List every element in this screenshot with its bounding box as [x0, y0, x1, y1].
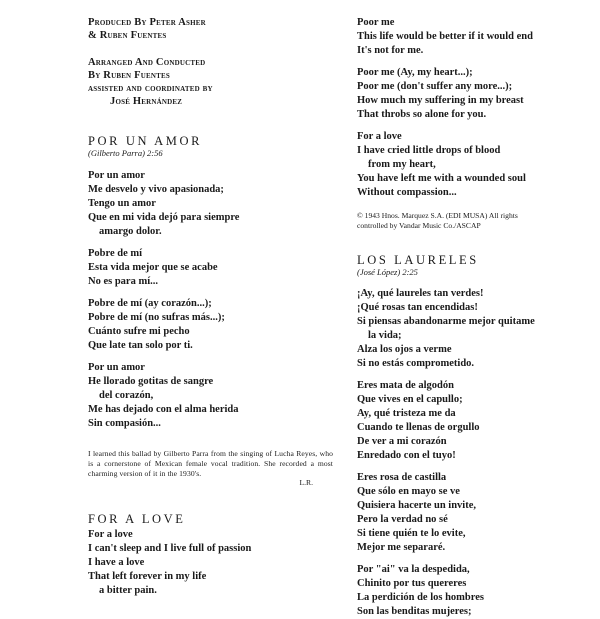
song-title-por-un-amor: POR UN AMOR — [88, 134, 203, 148]
lyric-line: Pobre de mí — [88, 248, 143, 259]
lyric-line: Por un amor — [88, 170, 145, 181]
lyric-line: La perdición de los hombres — [357, 592, 484, 603]
lyric-line: That left forever in my life — [88, 571, 207, 583]
lyric-line: Ay, qué tristeza me da — [357, 408, 456, 419]
lyric-line: Enredado con el tuyo! — [357, 450, 456, 461]
lyric-stanza — [357, 379, 589, 463]
lyric-line: How much my suffering in my breast — [357, 95, 524, 106]
liner-note-signature: L.R. — [299, 478, 313, 488]
lyric-line: Tengo un amor — [88, 198, 156, 209]
lyric-stanza — [88, 297, 333, 353]
lyric-stanza — [88, 528, 333, 598]
lyric-line: Que sólo en mayo se ve — [357, 486, 460, 497]
lyric-stanza — [357, 130, 589, 200]
lyric-line: Si tiene quién te lo evite, — [357, 528, 466, 539]
lyric-stanza — [88, 169, 333, 239]
produced-credit — [88, 16, 333, 42]
lyric-line: I have a love — [88, 557, 145, 569]
lyric-stanza — [88, 247, 333, 289]
lyric-line: For a love — [88, 529, 133, 541]
credit-line: José Hernández — [110, 96, 183, 107]
lyric-line: Without compassion... — [357, 187, 457, 198]
lyric-line: Cuando te llenas de orgullo — [357, 422, 480, 433]
left-column — [88, 0, 333, 598]
copyright-notice — [357, 211, 589, 231]
credit-line: Arranged And Conducted — [88, 57, 206, 68]
lyric-line: la vida; — [368, 330, 402, 341]
song-meta: (José López) 2:25 — [357, 267, 418, 277]
lyric-line: Chinito por tus quereres — [357, 578, 467, 589]
lyric-stanza — [357, 563, 589, 619]
lyric-stanza — [357, 16, 589, 58]
lyric-line: Me desvelo y vivo apasionada; — [88, 184, 224, 195]
lyric-stanza — [357, 66, 589, 122]
right-column — [357, 0, 589, 619]
lyric-line: ¡Ay, qué laureles tan verdes! — [357, 288, 484, 299]
lyric-line: You have left me with a wounded soul — [357, 173, 526, 184]
lyric-line: Eres rosa de castilla — [357, 472, 447, 483]
lyric-line: from my heart, — [368, 159, 436, 170]
lyric-line: Pobre de mí (no sufras más...); — [88, 312, 225, 323]
lyric-line: For a love — [357, 131, 402, 142]
song-title-for-a-love: FOR A LOVE — [88, 512, 186, 527]
lyric-line: I have cried little drops of blood — [357, 145, 501, 156]
lyric-line: Por "ai" va la despedida, — [357, 564, 470, 575]
lyric-line: Que late tan solo por ti. — [88, 340, 193, 351]
liner-note: I learned this ballad by Gilberto Parra from the singing of Lucha Reyes, who is a cornerstone of Mexican female vocal tradition. She recorded a most charming version of it in the 1930's. — [88, 449, 333, 478]
lyric-line: It's not for me. — [357, 45, 424, 56]
song-title-los-laureles: LOS LAURELES — [357, 253, 479, 267]
lyric-line: Pobre de mí (ay corazón...); — [88, 298, 212, 309]
lyric-line: a bitter pain. — [99, 585, 157, 597]
copyright-line: © 1943 Hnos. Marquez S.A. (EDI MUSA) All rights — [357, 211, 518, 220]
lyric-line: De ver a mi corazón — [357, 436, 447, 447]
lyric-line: No es para mí... — [88, 276, 158, 287]
lyric-line: Cuánto sufre mi pecho — [88, 326, 190, 337]
lyric-line: Me has dejado con el alma herida — [88, 404, 239, 415]
credit-line: Produced By Peter Asher — [88, 17, 206, 28]
lyric-line: del corazón, — [99, 390, 154, 401]
lyric-line: Que vives en el capullo; — [357, 394, 463, 405]
lyric-line: Alza los ojos a verme — [357, 344, 452, 355]
lyric-line: I can't sleep and I live full of passion — [88, 543, 252, 555]
lyric-line: Poor me (don't suffer any more...); — [357, 81, 513, 92]
lyric-stanza — [357, 287, 589, 371]
lyric-line: He llorado gotitas de sangre — [88, 376, 214, 387]
lyric-line: That throbs so alone for you. — [357, 109, 487, 120]
lyric-line: amargo dolor. — [99, 226, 162, 237]
arranged-credit — [88, 56, 333, 108]
song-meta: (Gilberto Parra) 2:56 — [88, 148, 163, 158]
lyric-stanza — [357, 471, 589, 555]
credit-line: assisted and coordinated by — [88, 83, 213, 94]
lyric-line: Eres mata de algodón — [357, 380, 454, 391]
credit-line: & Ruben Fuentes — [88, 30, 167, 41]
lyric-line: Poor me (Ay, my heart...); — [357, 67, 473, 78]
lyric-line: Son las benditas mujeres; — [357, 606, 472, 617]
lyric-line: Esta vida mejor que se acabe — [88, 262, 218, 273]
lyric-line: Por un amor — [88, 362, 145, 373]
lyric-line: Quisiera hacerte un invite, — [357, 500, 476, 511]
lyric-line: This life would be better if it would end — [357, 31, 533, 42]
lyric-line: Que en mi vida dejó para siempre — [88, 212, 240, 223]
lyric-line: Poor me — [357, 17, 395, 28]
lyric-line: Si no estás comprometido. — [357, 358, 475, 369]
lyric-stanza — [88, 361, 333, 431]
lyric-line: Si piensas abandonarme mejor quitame — [357, 316, 535, 327]
copyright-line: controlled by Vandar Music Co./ASCAP — [357, 221, 481, 230]
credit-line: By Ruben Fuentes — [88, 70, 170, 81]
lyric-line: Pero la verdad no sé — [357, 514, 448, 525]
lyric-line: ¡Qué rosas tan encendidas! — [357, 302, 478, 313]
lyric-line: Mejor me separaré. — [357, 542, 446, 553]
lyric-line: Sin compasión... — [88, 418, 161, 429]
